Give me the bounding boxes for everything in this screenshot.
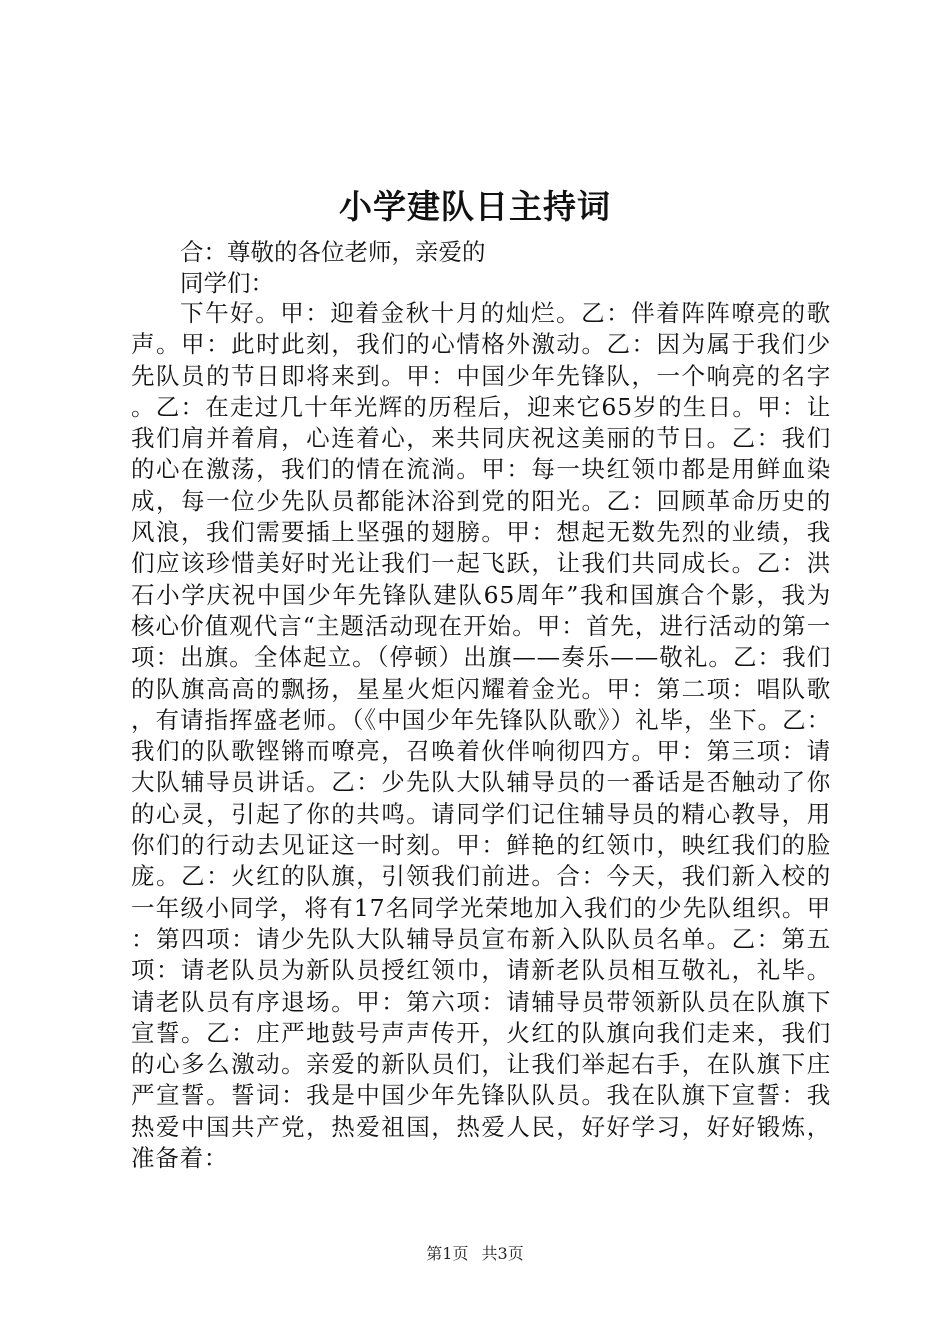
page-footer (0, 1244, 950, 1264)
salutation-line-2: 同学们： (180, 269, 274, 297)
page-number: 第1页 (426, 1244, 469, 1263)
document-title: 小学建队日主持词 (339, 187, 611, 226)
salutation-line-1: 合：尊敬的各位老师，亲爱的 (180, 238, 486, 266)
body-paragraph: 下午好。甲：迎着金秋十月的灿烂。乙：伴着阵阵嘹亮的歌声。甲：此时此刻，我们的心情格外激动。乙：因为属于我们少先队员的节日即将来到。甲：中国少年先锋队，一个响亮的名字。乙：在走过几十年光辉的历程后，迎来它65岁的生日。甲：让我们肩并着肩，心连着心，来共同庆祝这美丽的节日。乙：我们的心在激荡，我们的情在流淌。甲：每一块红领巾都是用鲜血染成，每一位少先队员都能沐浴到党的阳光。乙：回顾革命历史的风浪，我们需要插上坚强的翅膀。甲：想起无数先烈的业绩，我们应该珍惜美好时光让我们一起飞跃，让我们共同成长。乙：洪石小学庆祝中国少年先锋队建队65周年”我和国旗合个影，我为核心价值观代言“主题活动现在开始。甲：首先，进行活动的第一项：出旗。全体起立。（停顿）出旗——奏乐——敬礼。乙：我们的队旗高高的飘扬，星星火炬闪耀着金光。甲：第二项：唱队歌，有请指挥盛老师。（《中国少年先锋队队歌》）礼毕，坐下。乙：我们的队歌铿锵而嘹亮，召唤着伙伴响彻四方。甲：第三项：请大队辅导员讲话。乙：少先队大队辅导员的一番话是否触动了你的心灵，引起了你的共鸣。请同学们记住辅导员的精心教导，用你们的行动去见证这一时刻。甲：鲜艳的红领巾，映红我们的脸庞。乙：火红的队旗，引领我们前进。合：今天，我们新入校的一年级小同学，将有17名同学光荣地加入我们的少先队组织。甲：第四项：请少先队大队辅导员宣布新入队队员名单。乙：第五项：请老队员为新队员授红领巾，请新老队员相互敬礼，礼毕。请老队员有序退场。甲：第六项：请辅导员带领新队员在队旗下宣誓。乙：庄严地鼓号声声传开，火红的队旗向我们走来，我们的心多么激动。亲爱的新队员们，让我们举起右手，在队旗下庄严宣誓。誓词：我是中国少年先锋队队员。我在队旗下宣誓：我热爱中国共产党，热爱祖国，热爱人民，好好学习，好好锻炼，准备着： (131, 299, 831, 1173)
page-total: 共3页 (481, 1244, 524, 1263)
